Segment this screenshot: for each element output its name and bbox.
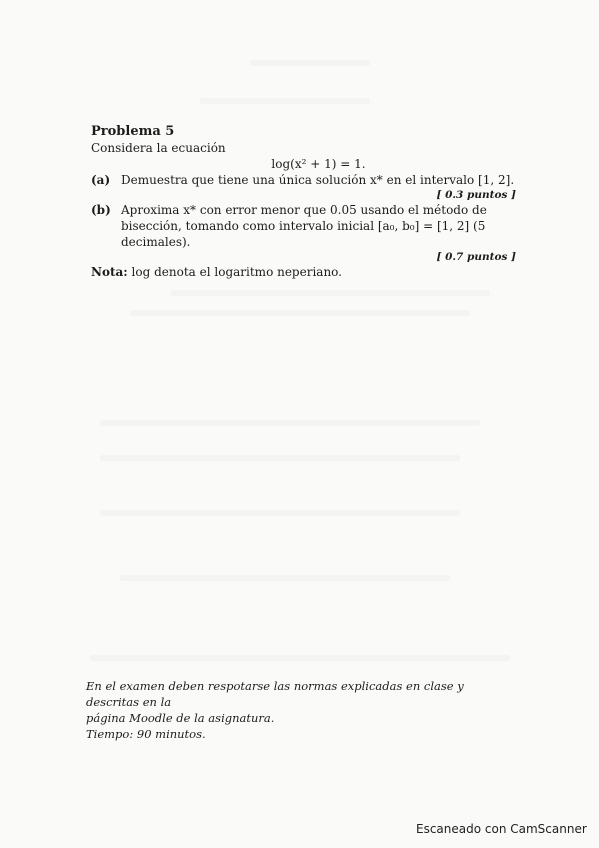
- part-a-points: [ 0.3 puntos ]: [436, 189, 516, 201]
- footer-rules-line-2: página Moodle de la asignatura.: [86, 711, 275, 725]
- part-a: [91, 172, 516, 188]
- part-b: [91, 202, 516, 250]
- exam-footer: [86, 678, 511, 742]
- part-b-text: Aproxima x* con error menor que 0.05 usando el método de bisección, tomando como intervalo inicial [a₀, b₀] = [1, 2] (5 decimales).: [121, 203, 487, 249]
- part-b-label: (b): [91, 203, 111, 217]
- note: [91, 264, 516, 280]
- equation: log(x² + 1) = 1.: [271, 157, 366, 171]
- footer-rules-line-1: En el examen deben respotarse las normas explicadas en clase y descritas en la: [86, 679, 464, 709]
- part-a-text: Demuestra que tiene una única solución x* en el intervalo [1, 2].: [121, 173, 515, 187]
- problem-intro: Considera la ecuación: [91, 141, 226, 155]
- footer-time: Tiempo: 90 minutos.: [86, 727, 206, 741]
- note-text: log denota el logaritmo neperiano.: [127, 265, 342, 279]
- part-a-label: (a): [91, 173, 111, 187]
- note-label: Nota:: [91, 265, 128, 279]
- problem-block: [91, 124, 516, 280]
- part-b-points: [ 0.7 puntos ]: [436, 251, 516, 263]
- camscanner-watermark: Escaneado con CamScanner: [416, 822, 587, 836]
- problem-title: Problema 5: [91, 124, 175, 139]
